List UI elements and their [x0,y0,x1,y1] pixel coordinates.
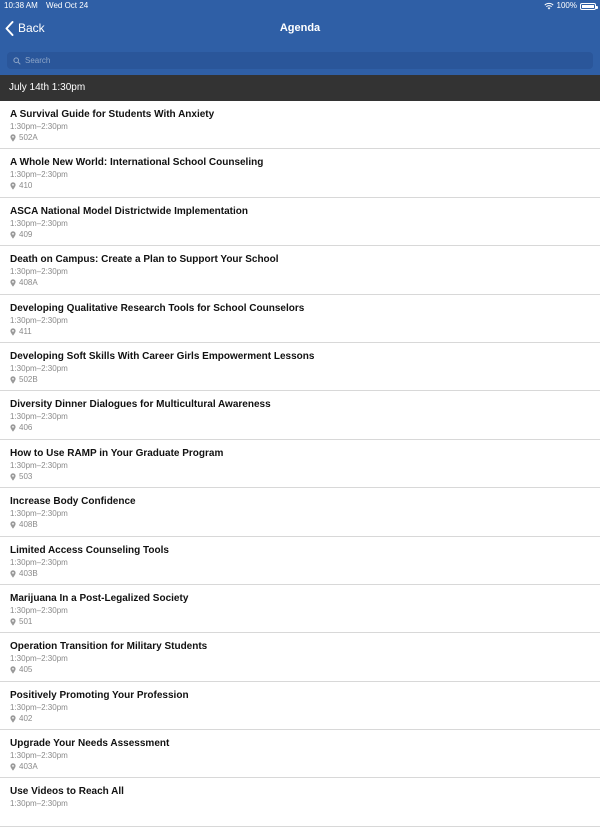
session-location [10,519,600,531]
session-title: How to Use RAMP in Your Graduate Program [10,447,224,459]
location-pin-icon [10,376,16,384]
location-pin-icon [10,570,16,578]
session-list-item[interactable] [0,295,600,343]
session-list-item[interactable] [0,101,600,149]
session-list-item[interactable] [0,391,600,439]
session-list-item[interactable] [0,488,600,536]
battery-fill [582,5,594,8]
session-location [10,713,600,725]
location-pin-icon [10,473,16,481]
session-location [10,277,600,289]
session-room: 408A [19,278,38,288]
session-room: 503 [19,471,33,481]
location-pin-icon [10,715,16,723]
session-title: A Survival Guide for Students With Anxiety [10,109,215,120]
session-room: 501 [19,616,33,626]
session-location [10,568,600,580]
session-time: 1:30pm–2:30pm [10,557,68,567]
status-time: 10:38 AM [4,1,38,10]
session-room: 408B [19,520,38,530]
session-room: 405 [19,665,33,675]
session-list-item[interactable] [0,246,600,294]
session-list-item[interactable] [0,537,600,585]
session-title: Death on Campus: Create a Plan to Support Your School [10,254,279,266]
session-time: 1:30pm–2:30pm [10,267,68,277]
session-room: 502A [19,133,38,142]
wifi-icon [544,2,554,10]
section-header: July 14th 1:30pm [0,75,600,101]
session-title: A Whole New World: International School Counseling [10,157,264,169]
status-date: Wed Oct 24 [46,1,89,10]
session-title: Diversity Dinner Dialogues for Multicultural Awareness [10,399,271,411]
page-title: Agenda [279,22,321,34]
location-pin-icon [10,666,16,674]
session-location [10,761,600,773]
session-room: 411 [19,326,32,336]
battery-icon [580,3,596,10]
session-time: 1:30pm–2:30pm [10,460,68,470]
session-room: 410 [19,181,33,191]
session-room: 502B [19,374,38,384]
session-time: 1:30pm–2:30pm [10,122,68,131]
status-left [4,0,94,12]
session-list-item[interactable] [0,682,600,730]
session-location [10,422,600,434]
search-icon [13,57,21,65]
session-time: 1:30pm–2:30pm [10,363,68,373]
location-pin-icon [10,182,16,190]
session-location [10,229,600,241]
session-list-item[interactable] [0,440,600,488]
session-room: 403A [19,762,38,772]
session-list-item[interactable] [0,585,600,633]
session-time: 1:30pm–2:30pm [10,170,68,180]
session-time: 1:30pm–2:30pm [10,509,68,519]
location-pin-icon [10,618,16,626]
session-title: Operation Transition for Military Students [10,641,208,653]
session-title: Developing Soft Skills With Career Girls Empowerment Lessons [10,350,315,362]
session-list-item[interactable] [0,343,600,391]
session-title: Limited Access Counseling Tools [10,544,169,556]
session-location [10,326,600,338]
location-pin-icon [10,763,16,771]
session-location [10,132,600,144]
session-time: 1:30pm–2:30pm [10,799,68,809]
status-bar [0,0,600,12]
location-pin-icon [10,424,16,432]
session-time: 1:30pm–2:30pm [10,218,68,228]
session-time: 1:30pm–2:30pm [10,315,68,325]
session-room: 403B [19,568,38,578]
session-time: 1:30pm–2:30pm [10,702,68,712]
nav-bar [0,12,600,44]
session-title: ASCA National Model Districtwide Implementation [10,205,248,217]
session-location [10,471,600,483]
battery-percent: 100% [556,1,577,10]
session-time: 1:30pm–2:30pm [10,605,68,615]
session-list-item[interactable] [0,198,600,246]
search-input[interactable] [25,56,565,65]
session-time: 1:30pm–2:30pm [10,412,68,422]
session-location [10,664,600,676]
session-title: Marijuana In a Post-Legalized Society [10,592,189,604]
search-box[interactable] [7,52,593,69]
session-time: 1:30pm–2:30pm [10,751,68,761]
session-location [10,180,600,192]
location-pin-icon [10,279,16,287]
session-title: Upgrade Your Needs Assessment [10,738,170,750]
session-title: Increase Body Confidence [10,496,136,508]
session-title: Positively Promoting Your Profession [10,689,189,701]
session-room: 406 [19,423,33,433]
session-room: 402 [19,713,33,723]
session-list [0,101,600,827]
session-list-item[interactable] [0,149,600,197]
session-list-item[interactable] [0,778,600,826]
session-room: 409 [19,229,33,239]
session-title: Use Videos to Reach All [10,786,124,798]
back-label: Back [18,21,45,35]
search-bar [0,44,600,75]
session-location [10,616,600,628]
location-pin-icon [10,134,16,142]
session-list-item[interactable] [0,633,600,681]
location-pin-icon [10,231,16,239]
location-pin-icon [10,521,16,529]
session-list-item[interactable] [0,730,600,778]
session-location [10,374,600,386]
location-pin-icon [10,328,16,336]
session-title: Developing Qualitative Research Tools for School Counselors [10,302,305,314]
session-time: 1:30pm–2:30pm [10,654,68,664]
status-right [544,0,596,12]
